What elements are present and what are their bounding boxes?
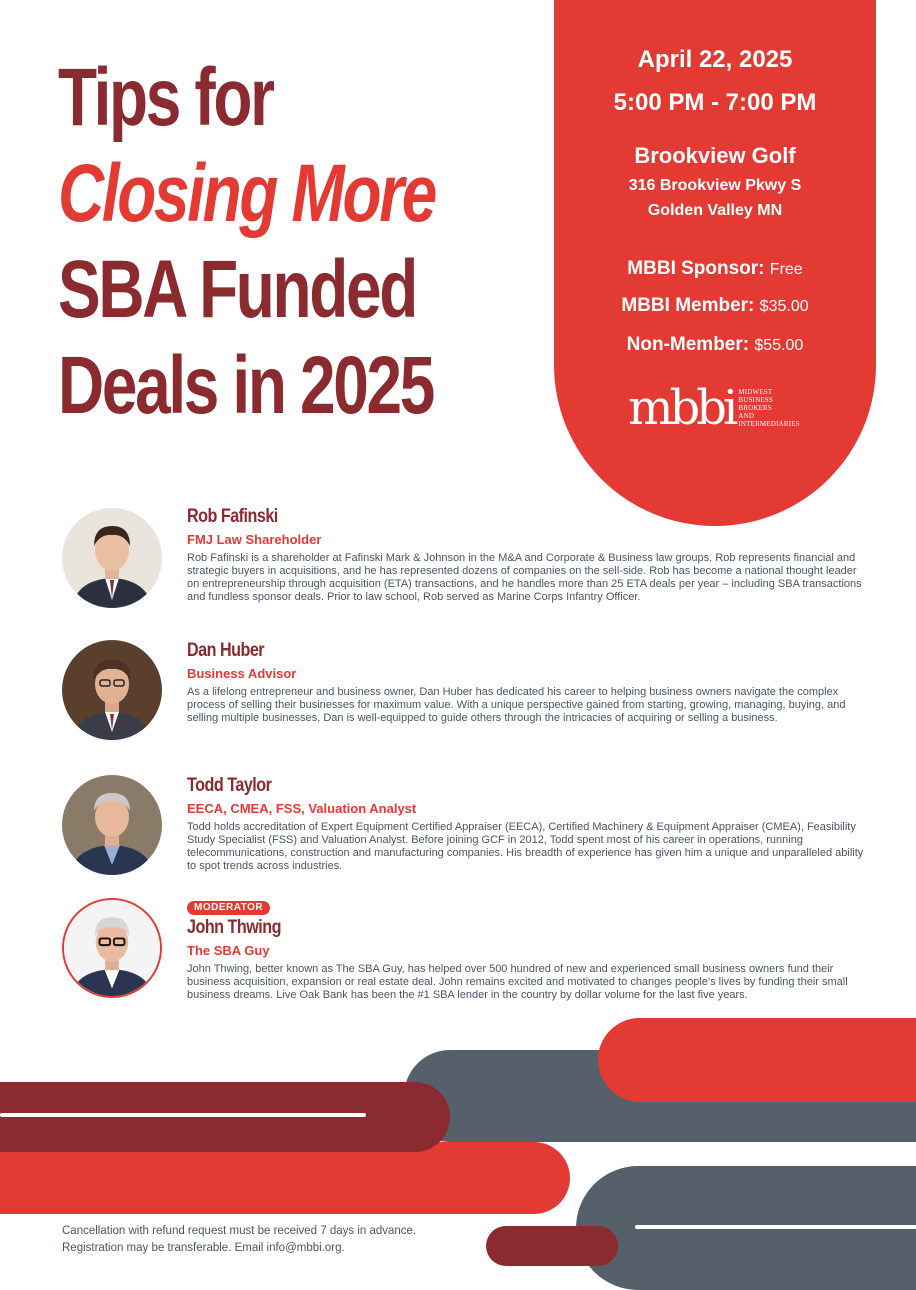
decorative-stripe-white-right bbox=[635, 1225, 916, 1229]
speaker-role: FMJ Law Shareholder bbox=[187, 532, 322, 547]
logo-line: BUSINESS bbox=[738, 396, 773, 404]
event-details-card bbox=[554, 0, 876, 526]
decorative-band-red-bottom bbox=[0, 1142, 570, 1214]
venue-address-line-1: 316 Brookview Pkwy S bbox=[628, 177, 802, 194]
event-title bbox=[58, 50, 435, 434]
decorative-band-darkred bbox=[0, 1082, 450, 1152]
price-sponsor bbox=[554, 258, 876, 280]
speaker-photo bbox=[62, 775, 162, 875]
decorative-stripe-white-left bbox=[0, 1113, 366, 1117]
logo-line: MIDWEST bbox=[738, 388, 773, 396]
event-date: April 22, 2025 bbox=[637, 46, 793, 73]
speaker-info bbox=[187, 897, 867, 1002]
speaker-role: EECA, CMEA, FSS, Valuation Analyst bbox=[187, 801, 417, 816]
cancellation-note: Cancellation with refund request must be received 7 days in advance. bbox=[62, 1225, 417, 1237]
logo-mark: mbbi bbox=[628, 380, 735, 436]
title-line-4: Deals in 2025 bbox=[58, 340, 433, 431]
speaker-name: John Thwing bbox=[187, 917, 281, 938]
decorative-band-red-top-overlay bbox=[598, 1018, 916, 1102]
event-time: 5:00 PM - 7:00 PM bbox=[613, 89, 817, 116]
price-non-member bbox=[554, 334, 876, 356]
price-amount: $55.00 bbox=[754, 337, 804, 354]
registration-note: Registration may be transferable. Email info@mbbi.org. bbox=[62, 1242, 345, 1254]
speaker-bio: John Thwing, better known as The SBA Guy, has helped over 500 hundred of new and experienced small business owners fund their business acquisition, expansion or real estate deal. John remains excited and motivated to changes people's lives by funding their small business dreams. Live Oak Bank has been the #1 SBA lender in the country by dollar volume for the last five years. bbox=[187, 963, 848, 1001]
logo-line: INTERMEDIARIES bbox=[738, 420, 800, 428]
price-label: MBBI Sponsor: bbox=[627, 258, 765, 279]
price-label: MBBI Member: bbox=[621, 295, 755, 316]
person-portrait-icon bbox=[62, 775, 162, 875]
decorative-pill-darkred bbox=[486, 1226, 618, 1266]
mbbi-logo bbox=[628, 380, 800, 436]
price-member bbox=[554, 295, 876, 317]
venue-address-line-2: Golden Valley MN bbox=[647, 202, 783, 219]
speaker-photo bbox=[62, 640, 162, 740]
price-amount: $35.00 bbox=[759, 298, 809, 315]
logo-line: BROKERS bbox=[738, 404, 773, 412]
price-amount: Free bbox=[769, 261, 803, 278]
speaker-name: Dan Huber bbox=[187, 640, 265, 661]
person-portrait-icon bbox=[62, 640, 162, 740]
speaker-bio: As a lifelong entrepreneur and business owner, Dan Huber has dedicated his career to helping business owners navigate the complex process of selling their businesses for maximum value. With a unique perspective gained from starting, growing, managing, buying, and selling multiple businesses, Dan is well-equipped to guide others through the intricacies of acquiring or selling a business. bbox=[187, 686, 846, 724]
event-venue: Brookview Golf bbox=[634, 143, 796, 168]
logo-wordmark bbox=[738, 388, 800, 428]
title-line-1: Tips for bbox=[58, 52, 273, 143]
speaker-bio: Todd holds accreditation of Expert Equipment Certified Appraiser (EECA), Certified Machinery & Equipment Appraiser (CMEA), Feasibility Study Specialist (FSS) and Valuation Analyst. Before joining GCF in 2012, Todd spent most of his career in operations, running telecommunications, construction and manufacturing companies. His breadth of experience has given him a unique and unparalleled ability to spot trends across industries. bbox=[187, 821, 864, 872]
speaker-photo bbox=[62, 898, 162, 998]
person-portrait-icon bbox=[62, 508, 162, 608]
speaker-bio: Rob Fafinski is a shareholder at Fafinski Mark & Johnson in the M&A and Corporate & Business law groups. Rob represents financial and strategic buyers in acquisitions, and he has represented dozens of companies on the sell-side. Rob has become a national thought leader on entrepreneurship through acquisition (ETA) transactions, and he handles more than 25 ETA deals per year – including SBA transactions and fundless sponsor deals. Prior to law school, Rob served as Marine Corps Infantry Officer. bbox=[187, 552, 862, 603]
title-line-3: SBA Funded bbox=[58, 244, 416, 335]
speaker-role: The SBA Guy bbox=[187, 943, 270, 958]
title-line-2: Closing More bbox=[58, 148, 436, 239]
moderator-badge: MODERATOR bbox=[187, 901, 270, 915]
speaker-role: Business Advisor bbox=[187, 666, 297, 681]
person-portrait-icon bbox=[64, 900, 160, 996]
speaker-photo bbox=[62, 508, 162, 608]
speaker-info bbox=[187, 775, 867, 873]
logo-line: AND bbox=[738, 412, 755, 420]
speaker-info bbox=[187, 640, 867, 725]
price-label: Non-Member: bbox=[626, 334, 750, 355]
speaker-name: Todd Taylor bbox=[187, 775, 272, 796]
speaker-info bbox=[187, 506, 867, 604]
speaker-name: Rob Fafinski bbox=[187, 506, 278, 527]
registration-footer bbox=[62, 1223, 416, 1257]
